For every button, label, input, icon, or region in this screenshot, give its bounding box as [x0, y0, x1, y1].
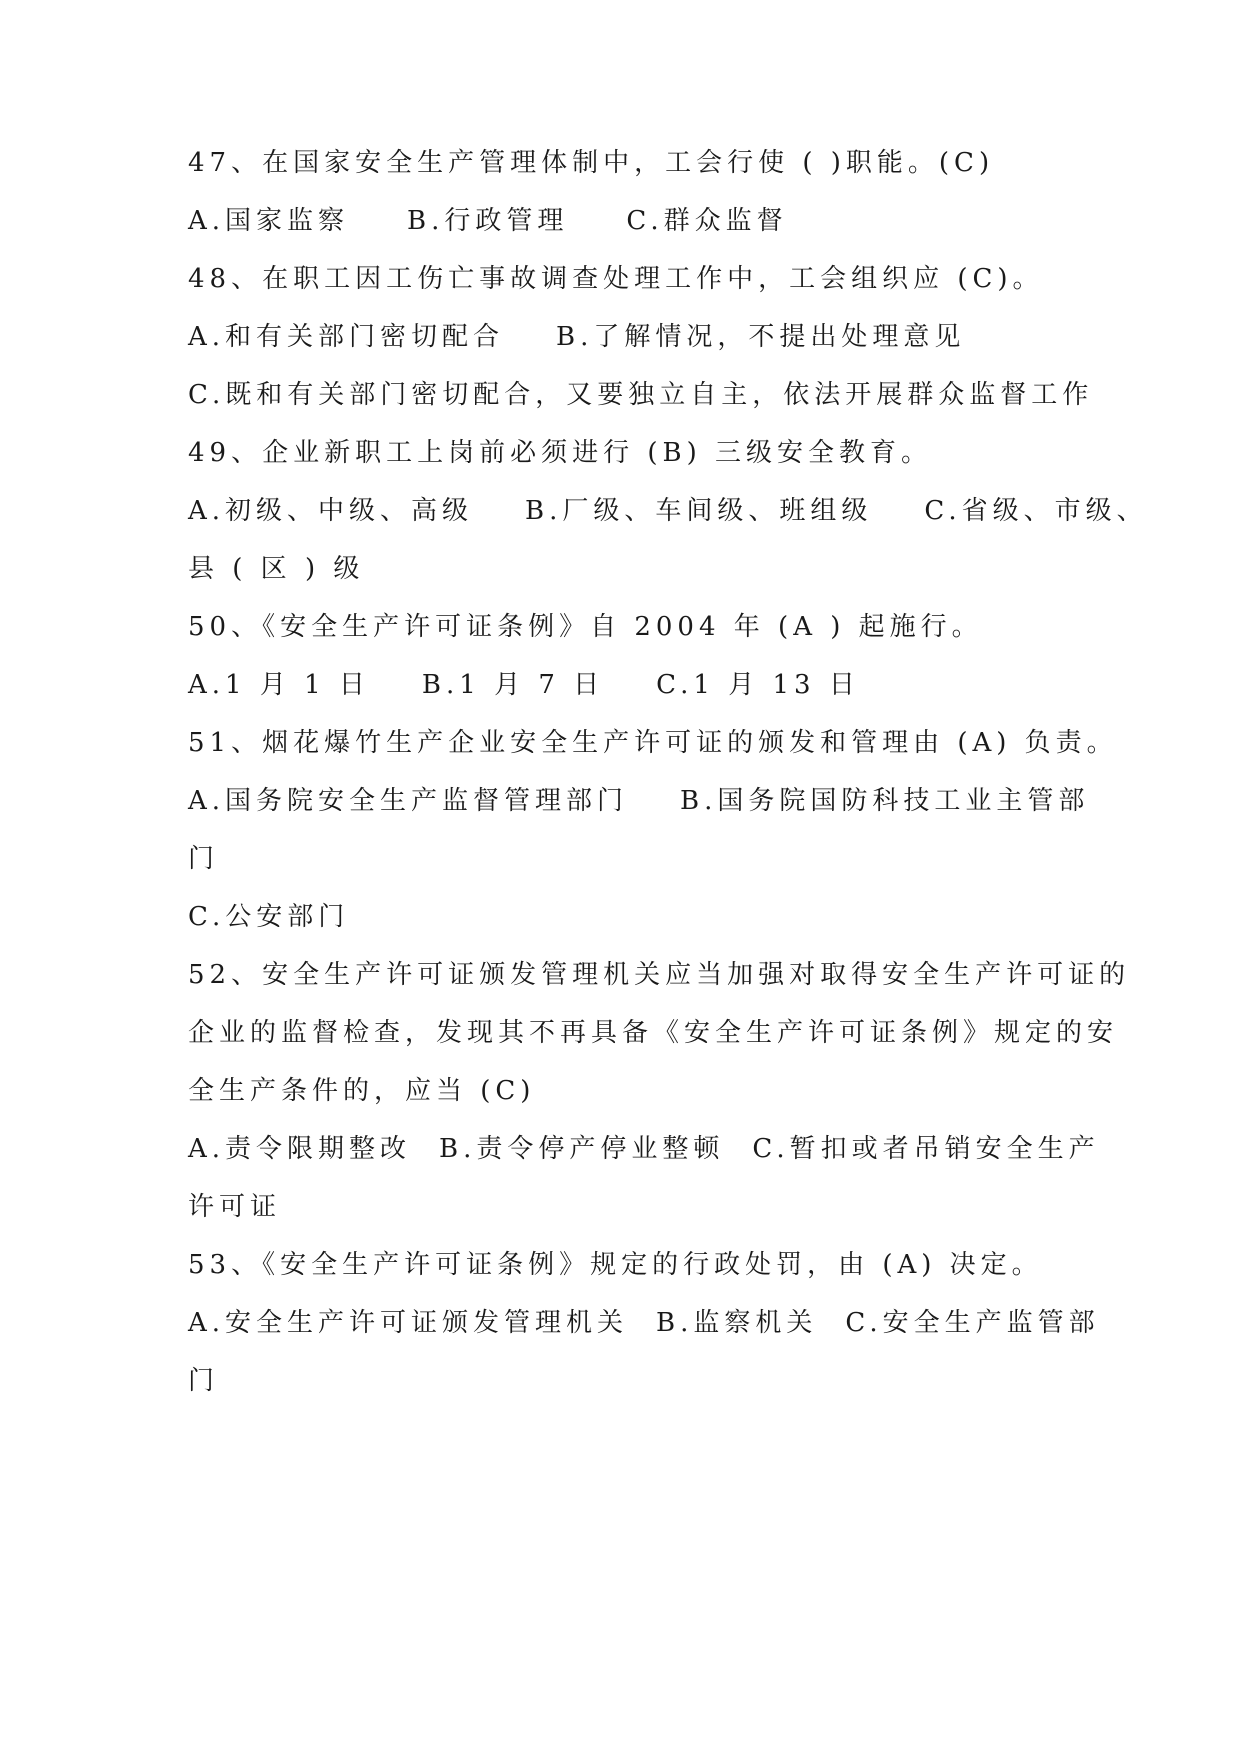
- question-52-stem-line-3: 全生产条件的，应当 (C): [188, 1076, 536, 1106]
- option-c: C.暂扣或者吊销安全生产: [752, 1134, 1100, 1164]
- question-47-options: [188, 201, 1058, 241]
- option-a: A.初级、中级、高级: [188, 496, 474, 526]
- question-53-options: [188, 1303, 1100, 1343]
- question-53-option-c-continued: 门: [188, 1366, 220, 1396]
- option-c: C.群众监督: [626, 206, 788, 236]
- question-51-stem: 51、烟花爆竹生产企业安全生产许可证的颁发和管理由 (A) 负责。: [188, 728, 1118, 758]
- option-c: C.1 月 13 日: [656, 670, 860, 700]
- option-b: B.国务院国防科技工业主管部: [680, 786, 1090, 816]
- question-52-option-c-continued: 许可证: [188, 1192, 282, 1222]
- question-48-option-c: C.既和有关部门密切配合，又要独立自主，依法开展群众监督工作: [188, 380, 1094, 410]
- option-b: B.1 月 7 日: [421, 670, 605, 700]
- option-a: A.国家监察: [188, 206, 350, 236]
- question-51-options: [188, 781, 1090, 821]
- question-50-stem: 50、《安全生产许可证条例》自 2004 年 (A ) 起施行。: [188, 612, 983, 642]
- question-49-stem: 49、企业新职工上岗前必须进行 (B) 三级安全教育。: [188, 438, 933, 468]
- question-47-stem: 47、在国家安全生产管理体制中，工会行使 ( )职能。(C): [188, 148, 995, 178]
- option-c: C.省级、市级、: [924, 496, 1148, 526]
- option-b: B.责令停产停业整顿: [439, 1134, 725, 1164]
- question-49-option-c-continued: 县 ( 区 ) 级: [188, 554, 365, 584]
- option-a: A.1 月 1 日: [188, 670, 370, 700]
- question-52-options: [188, 1129, 1100, 1169]
- question-48-options: [188, 317, 1058, 357]
- option-a: A.责令限期整改: [188, 1134, 412, 1164]
- question-51-option-c: C.公安部门: [188, 902, 350, 932]
- question-51-option-b-continued: 门: [188, 844, 220, 874]
- option-b: B.监察机关: [656, 1308, 818, 1338]
- question-52-stem-line-2: 企业的监督检查，发现其不再具备《安全生产许可证条例》规定的安: [188, 1018, 1119, 1048]
- option-b: B.了解情况，不提出处理意见: [556, 322, 966, 352]
- question-52-stem-line-1: 52、安全生产许可证颁发管理机关应当加强对取得安全生产许可证的: [188, 960, 1131, 990]
- option-c: C.安全生产监管部: [845, 1308, 1100, 1338]
- question-48-stem: 48、在职工因工伤亡事故调查处理工作中，工会组织应 (C)。: [188, 264, 1044, 294]
- question-53-stem: 53、《安全生产许可证条例》规定的行政处罚，由 (A) 决定。: [188, 1250, 1043, 1280]
- option-a: A.和有关部门密切配合: [188, 322, 505, 352]
- option-a: A.国务院安全生产监督管理部门: [188, 786, 629, 816]
- question-49-options: [188, 491, 1148, 531]
- option-b: B.厂级、车间级、班组级: [525, 496, 873, 526]
- option-b: B.行政管理: [407, 206, 569, 236]
- question-50-options: [188, 665, 1058, 705]
- option-a: A.安全生产许可证颁发管理机关: [188, 1308, 629, 1338]
